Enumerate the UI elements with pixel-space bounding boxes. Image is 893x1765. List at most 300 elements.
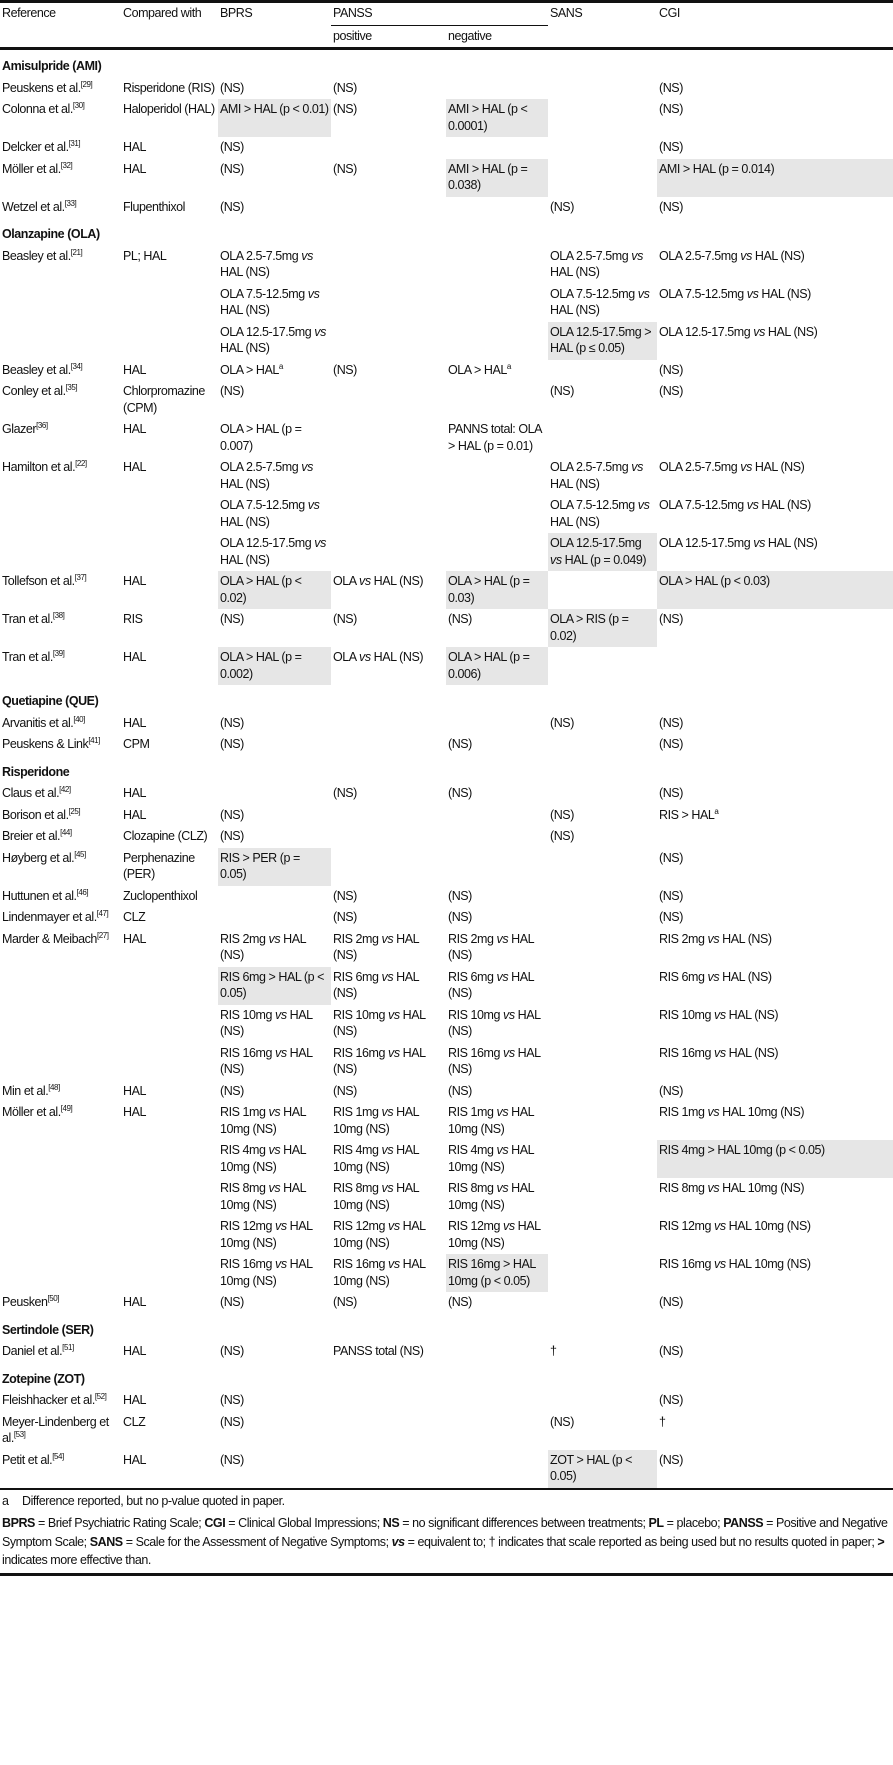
sans-cell: (NS) (550, 829, 574, 843)
abbreviation-term: PANSS (723, 1516, 764, 1530)
vs-text: vs (275, 1007, 287, 1022)
panss-positive-cell: (NS) (333, 80, 357, 95)
sans-cell (548, 99, 657, 137)
panss-negative-cell: (NS) (448, 888, 472, 903)
header-positive: positive (331, 25, 446, 49)
table-row (0, 1102, 893, 1140)
citation: [33] (64, 198, 77, 208)
abbreviation-definition: = Clinical Global Impressions; (225, 1516, 383, 1530)
cgi-cell: RIS 16mg vs HAL (NS) (659, 1045, 779, 1060)
vs-text: vs (746, 286, 759, 301)
reference-cell (0, 495, 121, 533)
sans-cell (548, 1005, 657, 1043)
panss-negative-cell: RIS 8mg vs HAL 10mg (NS) (448, 1181, 534, 1212)
compared-with-cell: Zuclopenthixol (123, 888, 198, 903)
vs-text: vs (268, 931, 281, 946)
sans-cell (548, 78, 657, 100)
citation: [40] (73, 714, 85, 724)
citation: [22] (75, 458, 87, 468)
table-row (0, 1140, 893, 1178)
bprs-cell: (NS) (220, 1393, 244, 1407)
vs-text: vs (707, 1181, 720, 1195)
reference-cell: Tran et al.[38] (2, 610, 65, 626)
compared-with-cell: HAL (123, 786, 146, 800)
panss-positive-cell: (NS) (333, 612, 357, 626)
panss-negative-cell: (NS) (448, 786, 472, 800)
table-row (0, 1216, 893, 1254)
abbreviation-term: BPRS (2, 1516, 35, 1530)
panss-negative-cell (446, 381, 548, 419)
panss-negative-cell (446, 495, 548, 533)
reference-cell (0, 1254, 121, 1292)
compared-with-cell (121, 495, 218, 533)
table-row (0, 907, 893, 929)
group-header-row (0, 685, 893, 713)
sans-cell: (NS) (550, 199, 574, 214)
sans-cell: † (550, 1344, 557, 1358)
sans-cell (548, 886, 657, 908)
panss-negative-cell: (NS) (448, 612, 472, 626)
abbreviation-definition: = Scale for the Assessment of Negative Symptoms; (122, 1534, 392, 1549)
sans-cell (548, 159, 657, 197)
bprs-cell: OLA 7.5-12.5mg vs HAL (NS) (220, 498, 320, 529)
sans-cell: OLA > RIS (p = 0.02) (548, 609, 657, 647)
group-title: Risperidone (2, 764, 70, 779)
vs-text: vs (381, 1181, 394, 1195)
reference-cell: Lindenmayer et al.[47] (2, 908, 109, 924)
compared-with-cell: HAL (123, 140, 146, 154)
reference-cell: Möller et al.[32] (2, 160, 73, 176)
vs-text: vs (307, 286, 320, 301)
cgi-cell: (NS) (659, 1393, 683, 1407)
bprs-cell: (NS) (220, 80, 244, 95)
group-header-row (0, 49, 893, 78)
panss-negative-cell: RIS 6mg vs HAL (NS) (448, 969, 534, 1000)
citation: [48] (48, 1082, 60, 1092)
bprs-cell: (NS) (220, 715, 244, 730)
vs-text: vs (740, 460, 752, 474)
panss-negative-cell: (NS) (448, 910, 472, 924)
citation: [38] (52, 610, 65, 620)
header-compared: Compared with (121, 2, 218, 26)
vs-text: vs (268, 1181, 281, 1195)
bprs-cell: OLA > HAL (p < 0.02) (218, 571, 331, 609)
vs-text: vs (746, 498, 759, 512)
panss-negative-cell (446, 137, 548, 159)
bprs-cell: RIS 1mg vs HAL 10mg (NS) (220, 1105, 306, 1136)
cgi-cell: (NS) (659, 199, 683, 214)
compared-with-cell: HAL (123, 1452, 146, 1467)
compared-with-cell (121, 1140, 218, 1178)
cgi-cell: RIS 2mg vs HAL (NS) (659, 931, 772, 946)
table-row (0, 734, 893, 756)
cgi-cell: (NS) (659, 384, 683, 398)
citation: [32] (60, 160, 73, 170)
panss-positive-cell (331, 284, 446, 322)
table-row (0, 967, 893, 1005)
panss-positive-cell: RIS 12mg vs HAL 10mg (NS) (333, 1219, 426, 1250)
panss-negative-cell (446, 1450, 548, 1488)
citation: [29] (80, 79, 93, 89)
vs-text: vs (301, 460, 313, 474)
panss-positive-cell: RIS 2mg vs HAL (NS) (333, 931, 419, 962)
reference-cell: Beasley et al.[34] (2, 361, 83, 377)
cgi-cell: OLA 2.5-7.5mg vs HAL (NS) (659, 248, 805, 263)
sans-cell (548, 647, 657, 685)
cgi-cell: RIS 1mg vs HAL 10mg (NS) (659, 1105, 805, 1119)
vs-text: vs (381, 969, 394, 984)
sans-cell: ZOT > HAL (p < 0.05) (548, 1450, 657, 1488)
citation: [37] (74, 572, 87, 582)
panss-negative-cell: (NS) (448, 1083, 472, 1098)
citation: [39] (52, 648, 65, 658)
vs-text: vs (753, 536, 765, 550)
table-row (0, 246, 893, 284)
reference-cell (0, 1005, 121, 1043)
reference-cell: Høyberg et al.[45] (2, 849, 86, 865)
table-row (0, 381, 893, 419)
compared-with-cell (121, 284, 218, 322)
cgi-cell (657, 826, 893, 848)
table-row (0, 1341, 893, 1363)
panss-positive-cell (331, 1390, 446, 1412)
reference-cell (0, 284, 121, 322)
table-body (0, 49, 893, 1488)
reference-cell (0, 1178, 121, 1216)
panss-negative-cell: OLA > HAL (p = 0.03) (446, 571, 548, 609)
compared-with-cell (121, 967, 218, 1005)
sans-cell: OLA 12.5-17.5mg > HAL (p ≤ 0.05) (548, 322, 657, 360)
panss-positive-cell: RIS 4mg vs HAL 10mg (NS) (333, 1143, 419, 1174)
bprs-cell: RIS 12mg vs HAL 10mg (NS) (220, 1219, 313, 1250)
vs-text: vs (753, 324, 765, 339)
bprs-cell: AMI > HAL (p < 0.01) (218, 99, 331, 137)
panss-positive-cell: OLA vs HAL (NS) (333, 650, 424, 664)
footnote-a (2, 1492, 891, 1511)
vs-text: vs (391, 1534, 405, 1549)
panss-positive-cell: (NS) (333, 161, 357, 176)
compared-with-cell: HAL (123, 807, 146, 822)
vs-text: vs (714, 1257, 726, 1271)
bprs-cell: OLA 2.5-7.5mg vs HAL (NS) (220, 248, 313, 279)
table-row (0, 571, 893, 609)
table-row (0, 929, 893, 967)
bprs-cell: (NS) (220, 829, 244, 843)
reference-cell: Min et al.[48] (2, 1082, 60, 1098)
panss-positive-cell: (NS) (333, 888, 357, 903)
table-row (0, 1043, 893, 1081)
sans-cell (548, 1140, 657, 1178)
abbreviation-definition: = Positive and Negative Symptom Scale; (2, 1516, 888, 1549)
cgi-cell: OLA 12.5-17.5mg vs HAL (NS) (659, 536, 818, 550)
cgi-cell: (NS) (659, 1295, 683, 1309)
compared-with-cell: Perphenazine (PER) (123, 850, 195, 881)
panss-positive-cell (331, 826, 446, 848)
cgi-cell: RIS 12mg vs HAL 10mg (NS) (659, 1219, 811, 1233)
vs-text: vs (714, 1007, 726, 1022)
group-header-row (0, 1314, 893, 1342)
compared-with-cell: HAL (123, 1295, 146, 1309)
citation: [51] (62, 1342, 74, 1352)
bprs-cell: (NS) (220, 384, 244, 398)
compared-with-cell: HAL (123, 650, 146, 664)
panss-positive-cell: (NS) (333, 362, 357, 377)
cgi-cell (657, 647, 893, 685)
footnote-marker: a (506, 361, 511, 371)
panss-negative-cell: AMI > HAL (p < 0.0001) (446, 99, 548, 137)
panss-negative-cell (446, 78, 548, 100)
panss-negative-cell: RIS 12mg vs HAL 10mg (NS) (448, 1219, 541, 1250)
sans-cell (548, 783, 657, 805)
reference-cell: Huttunen et al.[46] (2, 887, 89, 903)
bprs-cell: OLA > HAL (p = 0.007) (220, 422, 302, 453)
compared-with-cell (121, 1005, 218, 1043)
panss-positive-cell (331, 419, 446, 457)
panss-positive-cell: RIS 6mg vs HAL (NS) (333, 969, 419, 1000)
table-row (0, 1081, 893, 1103)
sans-cell: OLA 7.5-12.5mg vs HAL (NS) (550, 498, 650, 529)
cgi-cell: OLA > HAL (p < 0.03) (657, 571, 893, 609)
cgi-cell: OLA 2.5-7.5mg vs HAL (NS) (659, 460, 805, 474)
reference-cell (0, 533, 121, 571)
bprs-cell: RIS 16mg vs HAL (NS) (220, 1045, 313, 1076)
group-header-row (0, 1363, 893, 1391)
abbreviation-term (392, 1535, 405, 1549)
reference-cell: Möller et al.[49] (2, 1103, 73, 1119)
panss-negative-cell: OLA > HAL (p = 0.006) (446, 647, 548, 685)
footnote-marker: a (278, 361, 283, 371)
sans-cell (548, 1216, 657, 1254)
bprs-cell: OLA > $HAL^a$ (220, 361, 283, 377)
vs-text: vs (496, 969, 509, 984)
compared-with-cell: RIS (123, 612, 143, 626)
reference-cell (0, 1140, 121, 1178)
cgi-cell: (NS) (659, 1452, 683, 1467)
panss-negative-cell (446, 197, 548, 219)
panss-negative-cell (446, 284, 548, 322)
table-row (0, 1450, 893, 1488)
table-row (0, 826, 893, 848)
cgi-cell: (NS) (659, 80, 683, 95)
citation: [31] (68, 138, 81, 148)
cgi-cell: (NS) (659, 850, 683, 865)
cgi-cell: RIS 6mg vs HAL (NS) (659, 969, 772, 984)
citation: [46] (76, 887, 89, 897)
compared-with-cell (121, 533, 218, 571)
citation: [53] (13, 1429, 26, 1439)
vs-text: vs (268, 1105, 281, 1119)
citation: [45] (74, 849, 86, 859)
bprs-cell: RIS 10mg vs HAL (NS) (220, 1007, 313, 1038)
panss-positive-cell (331, 533, 446, 571)
vs-text: vs (707, 931, 720, 946)
citation: [52] (94, 1391, 107, 1401)
table-row (0, 495, 893, 533)
group-title: Sertindole (SER) (2, 1322, 94, 1337)
vs-text: vs (359, 574, 371, 588)
vs-text: vs (275, 1045, 287, 1060)
bprs-cell: OLA 12.5-17.5mg vs HAL (NS) (220, 536, 326, 567)
panss-negative-cell: RIS 16mg vs HAL (NS) (448, 1045, 541, 1076)
reference-cell (0, 967, 121, 1005)
panss-negative-cell (446, 533, 548, 571)
reference-cell: Wetzel et al.[33] (2, 198, 77, 214)
reference-cell: Arvanitis et al.[40] (2, 714, 85, 730)
bprs-cell: (NS) (220, 1414, 244, 1429)
vs-text: vs (381, 1143, 394, 1157)
vs-text: vs (503, 1219, 515, 1233)
vs-text: vs (388, 1219, 400, 1233)
reference-cell: Tollefson et al.[37] (2, 572, 87, 588)
panss-negative-cell: RIS 4mg vs HAL 10mg (NS) (448, 1143, 534, 1174)
footnote-label: a (2, 1493, 9, 1508)
table-row (0, 805, 893, 827)
cgi-cell: (NS) (659, 362, 683, 377)
cgi-cell: (NS) (659, 737, 683, 751)
vs-text: vs (381, 931, 394, 946)
abbreviation-definition: = placebo; (663, 1516, 724, 1530)
reference-cell: Peuskens & Link[41] (2, 735, 100, 751)
sans-cell: OLA 7.5-12.5mg vs HAL (NS) (550, 286, 650, 317)
table-row (0, 647, 893, 685)
compared-with-cell (121, 1216, 218, 1254)
abbreviation-term: PL (648, 1516, 664, 1530)
panss-negative-cell: RIS 1mg vs HAL 10mg (NS) (448, 1105, 534, 1136)
abbreviations (2, 1514, 891, 1570)
sans-cell (548, 360, 657, 382)
table-row (0, 78, 893, 100)
bprs-cell: RIS 2mg vs HAL (NS) (220, 931, 306, 962)
panss-negative-cell: (NS) (448, 1295, 472, 1309)
abbreviation-term: NS (382, 1516, 400, 1530)
sans-cell (548, 1081, 657, 1103)
cgi-cell: OLA 7.5-12.5mg vs HAL (NS) (659, 286, 811, 301)
panss-positive-cell (331, 1412, 446, 1450)
table-row (0, 1005, 893, 1043)
panss-positive-cell (331, 1450, 446, 1488)
abbreviation-definition: = equivalent to; † indicates that scale reported as being used but no results quoted in paper; (404, 1534, 878, 1549)
sans-cell: (NS) (550, 384, 574, 398)
bprs-cell: (NS) (220, 140, 244, 154)
bprs-cell (218, 907, 331, 929)
table-footer (0, 1488, 893, 1576)
panss-negative-cell (446, 322, 548, 360)
table-row (0, 457, 893, 495)
citation: [36] (36, 420, 48, 430)
panss-negative-cell: (NS) (448, 737, 472, 751)
panss-negative-cell (446, 826, 548, 848)
cgi-cell: RIS 16mg vs HAL 10mg (NS) (659, 1257, 811, 1271)
footnote-text: Difference reported, but no p-value quoted in paper. (22, 1493, 285, 1508)
panss-negative-cell (446, 713, 548, 735)
panss-positive-cell: (NS) (333, 786, 357, 800)
sans-cell: OLA 2.5-7.5mg vs HAL (NS) (550, 248, 643, 279)
citation: [35] (65, 382, 78, 392)
cgi-cell: (NS) (659, 715, 683, 730)
bprs-cell: (NS) (220, 737, 244, 751)
cgi-cell: (NS) (659, 888, 683, 903)
reference-cell: Petit et al.[54] (2, 1451, 64, 1467)
reference-cell: Meyer-Lindenberg et al.[53] (2, 1414, 109, 1445)
vs-text: vs (496, 1105, 509, 1119)
bprs-cell (218, 886, 331, 908)
compared-with-cell: HAL (123, 1344, 146, 1358)
vs-text: vs (496, 931, 509, 946)
bprs-cell: OLA 12.5-17.5mg vs HAL (NS) (220, 324, 326, 355)
reference-cell: Beasley et al.[21] (2, 247, 83, 263)
sans-cell (548, 848, 657, 886)
table-row (0, 1412, 893, 1450)
cgi-cell: RIS 4mg > HAL 10mg (p < 0.05) (657, 1140, 893, 1178)
vs-text: vs (381, 1105, 394, 1119)
panss-positive-cell (331, 322, 446, 360)
panss-positive-cell (331, 457, 446, 495)
panss-positive-cell (331, 246, 446, 284)
table-row (0, 419, 893, 457)
compared-with-cell: HAL (123, 715, 146, 730)
citation: [41] (88, 735, 100, 745)
bprs-cell: RIS 8mg vs HAL 10mg (NS) (220, 1181, 306, 1212)
panss-negative-cell (446, 457, 548, 495)
sans-cell: OLA 2.5-7.5mg vs HAL (NS) (550, 460, 643, 491)
panss-positive-cell: (NS) (333, 1083, 357, 1098)
table-row (0, 1178, 893, 1216)
bprs-cell: OLA > HAL (p = 0.002) (218, 647, 331, 685)
vs-text: vs (631, 460, 643, 474)
cgi-cell: RIS > $HAL^a$ (659, 806, 719, 822)
vs-text: vs (496, 1143, 509, 1157)
vs-text: vs (275, 1219, 287, 1233)
reference-cell: Marder & Meibach[27] (2, 930, 109, 946)
sans-cell (548, 1043, 657, 1081)
cgi-cell: RIS 8mg vs HAL 10mg (NS) (659, 1181, 805, 1195)
citation: [44] (60, 827, 72, 837)
reference-cell: Hamilton et al.[22] (2, 458, 87, 474)
panss-negative-cell: RIS 10mg vs HAL (NS) (448, 1007, 541, 1038)
bprs-cell: RIS 16mg vs HAL 10mg (NS) (220, 1257, 313, 1288)
vs-text: vs (740, 248, 752, 263)
panss-negative-cell: AMI > HAL (p = 0.038) (446, 159, 548, 197)
reference-cell: Daniel et al.[51] (2, 1342, 74, 1358)
reference-cell: Borison et al.[25] (2, 806, 81, 822)
bprs-cell: (NS) (220, 1344, 244, 1358)
table-row (0, 1390, 893, 1412)
abbreviation-term: > (877, 1534, 885, 1549)
cgi-cell: (NS) (659, 786, 683, 800)
compared-with-cell: CLZ (123, 910, 146, 924)
compared-with-cell: PL; HAL (123, 248, 167, 263)
vs-text: vs (707, 1105, 720, 1119)
group-title: Amisulpride (AMI) (2, 59, 102, 73)
sans-cell (548, 967, 657, 1005)
table-row (0, 886, 893, 908)
reference-cell: Claus et al.[42] (2, 784, 71, 800)
sans-cell: (NS) (550, 715, 574, 730)
vs-text: vs (268, 1143, 281, 1157)
citation: [49] (60, 1103, 73, 1113)
compared-with-cell: HAL (123, 362, 146, 377)
table-row (0, 1292, 893, 1314)
compared-with-cell: Haloperidol (HAL) (123, 102, 215, 116)
panss-negative-cell (446, 1341, 548, 1363)
panss-positive-cell: OLA vs HAL (NS) (333, 574, 424, 588)
sans-cell (548, 734, 657, 756)
table-row (0, 159, 893, 197)
panss-positive-cell: RIS 10mg vs HAL (NS) (333, 1007, 426, 1038)
cgi-cell: (NS) (659, 1083, 683, 1098)
vs-text: vs (714, 1045, 726, 1060)
bprs-cell: RIS 6mg > HAL (p < 0.05) (218, 967, 331, 1005)
